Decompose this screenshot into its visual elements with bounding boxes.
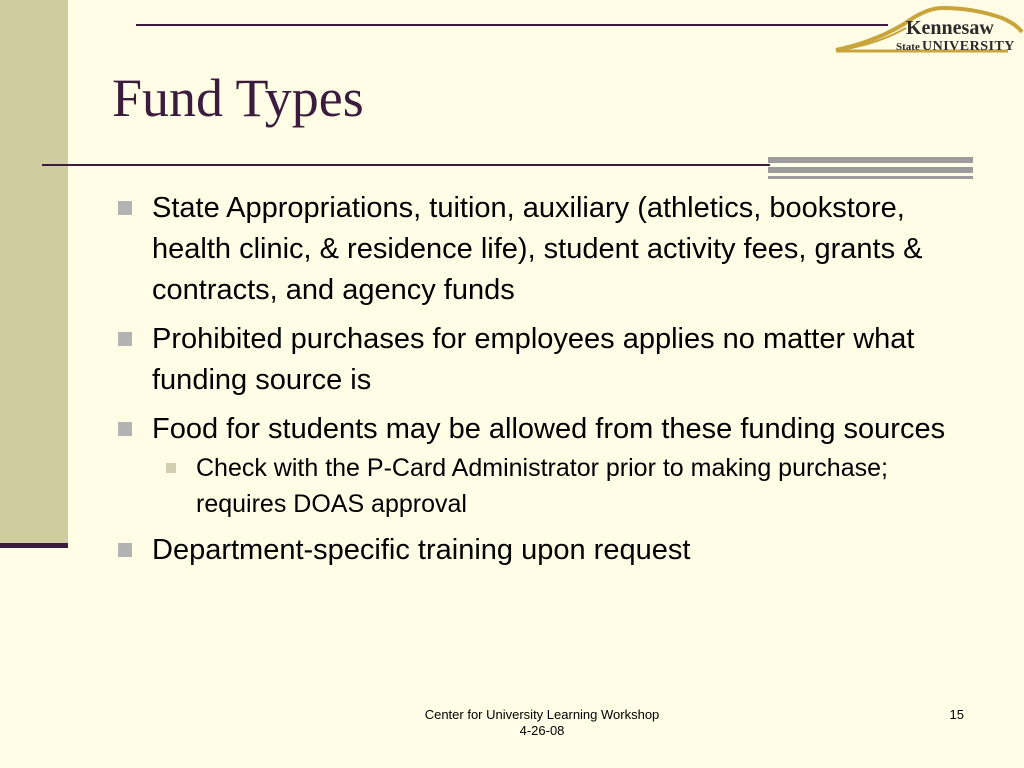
gray-accent-bar <box>768 157 973 163</box>
bullet-text: Food for students may be allowed from these funding sources <box>152 413 946 445</box>
footer-line-1: Center for University Learning Workshop <box>424 707 660 722</box>
small-square-bullet-icon <box>166 463 176 473</box>
square-bullet-icon <box>118 543 132 557</box>
footer-line-2: 4-26-08 <box>519 723 565 738</box>
sub-bullet-item <box>152 450 896 522</box>
logo-kennesaw-text: Kennesaw <box>906 17 994 39</box>
bullet-list <box>118 188 978 579</box>
bullet-item <box>118 188 978 311</box>
left-band-rule <box>0 543 68 548</box>
square-bullet-icon <box>118 332 132 346</box>
footer <box>380 707 704 739</box>
sub-bullet-list <box>152 450 978 522</box>
logo-state-text: State <box>896 41 920 53</box>
title-rule <box>42 164 770 166</box>
bullet-text: State Appropriations, tuition, auxiliary (athletics, bookstore, health clinic, & residence life), student activity fees, grants & contracts, and agency funds <box>152 192 923 306</box>
page-number: 15 <box>949 707 964 722</box>
bullet-item <box>118 409 978 522</box>
gray-accent-bar <box>768 167 973 173</box>
square-bullet-icon <box>118 201 132 215</box>
square-bullet-icon <box>118 422 132 436</box>
bullet-item <box>118 319 978 401</box>
kennesaw-state-university-logo <box>834 4 1024 62</box>
bullet-item <box>118 530 978 571</box>
bullet-text: Department-specific training upon request <box>152 534 691 566</box>
top-rule <box>136 24 888 26</box>
bullet-text: Prohibited purchases for employees applies no matter what funding source is <box>152 323 915 396</box>
logo-university-text: University <box>922 39 1015 54</box>
gray-accent-bar <box>768 176 973 179</box>
sub-bullet-text: Check with the P-Card Administrator prior to making purchase; requires DOAS approval <box>196 454 888 518</box>
left-decorative-band <box>0 0 68 543</box>
slide-title: Fund Types <box>112 68 364 128</box>
